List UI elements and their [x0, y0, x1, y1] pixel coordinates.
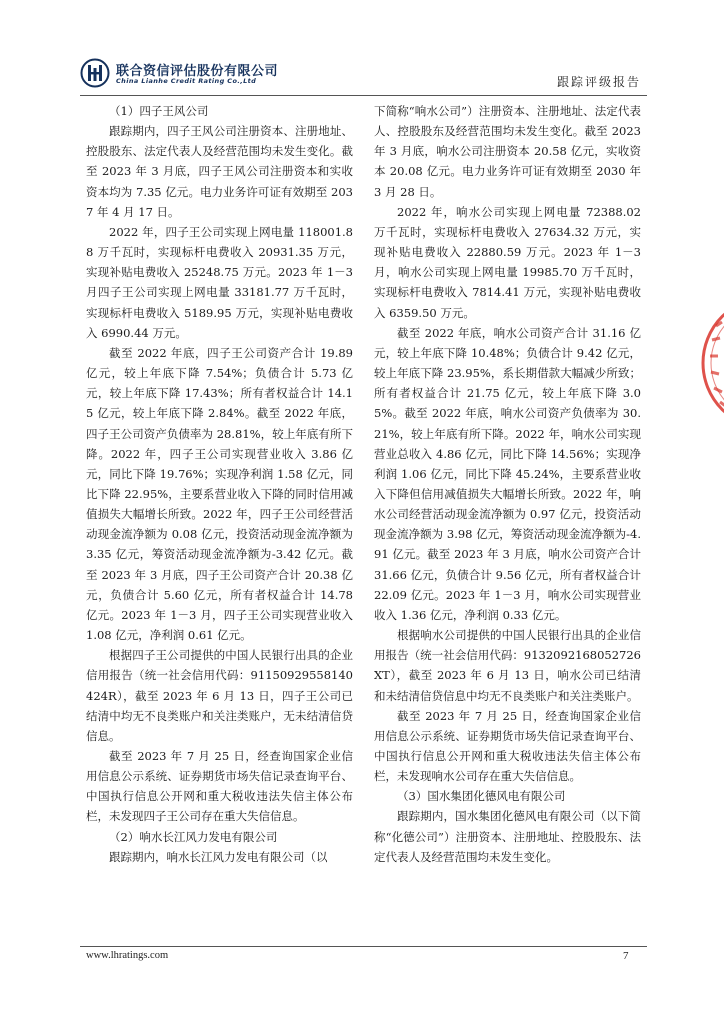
company-name: 联合资信评估股份有限公司 — [116, 64, 279, 79]
company-name-english: China Lianhe Credit Rating Co.,Ltd — [116, 77, 257, 85]
paragraph: 截至 2022 年底，四子王公司资产合计 19.89 亿元，较上年底下降 7.54%；负债合计 5.73 亿元，较上年底下降 17.43%；所有者权益合计 14.15 亿元，较上年底下降 2.84%。截至 2022 年底，四子王公司资产负债率为 28.81%，较上年底有所下降。2022 年，四子王公司实现营业收入 3.86 亿元，同比下降 19.76%；实现净利润 1.58 亿元，同比下降 22.95%，主要系营业收入下降的同时信用减值损失大幅增长所致。2022 年，四子王公司经营活动现金流净额为 0.08 亿元，投资活动现金流净额为 3.35 亿元，筹资活动现金流净额为-3.42 亿元。截至 2023 年 3 月底，四子王公司资产合计 20.38 亿元，负债合计 5.60 亿元，所有者权益合计 14.78 亿元。2023 年 1－3 月，四子王公司实现营业收入 1.08 亿元，净利润 0.61 亿元。 — [86, 345, 353, 643]
paragraph: 2022 年，四子王公司实现上网电量 118001.88 万千瓦时，实现标杆电费收入 20931.35 万元，实现补贴电费收入 25248.75 万元。2023 年 1－3 月四子王公司实现上网电量 33181.77 万千瓦时，实现标杆电费收入 5189.95 万元，实现补贴电费收入 6990.44 万元。 — [86, 224, 353, 340]
section-heading-siziwang: （1）四子王风公司 — [109, 104, 209, 118]
company-logo-icon — [80, 58, 110, 88]
page-header — [80, 56, 647, 96]
footer-divider — [80, 946, 647, 947]
paragraph: 截至 2022 年底，响水公司资产合计 31.16 亿元，较上年底下降 10.48%；负债合计 9.42 亿元，较上年底下降 23.95%，系长期借款大幅减少所致；所有者权益合计 21.75 亿元，较上年底下降 3.05%。截至 2022 年底，响水公司资产负债率为 30.21%，较上年底有所下降。2022 年，响水公司实现营业总收入 4.86 亿元，同比下降 14.56%；实现净利润 1.06 亿元，同比下降 45.24%，主要系营业收入下降但信用减值损失大幅增长所致。2022 年，响水公司经营活动现金流净额为 0.97 亿元，投资活动现金流净额为 3.98 亿元，筹资活动现金流净额为-4.91 亿元。截至 2023 年 3 月底，响水公司资产合计 31.66 亿元，负债合计 9.56 亿元，所有者权益合计 22.09 亿元。2023 年 1－3 月，响水公司实现营业收入 1.36 亿元，净利润 0.33 亿元。 — [374, 325, 641, 622]
paragraph: 根据四子王公司提供的中国人民银行出具的企业信用报告（统一社会信用代码：91150929558140424R），截至 2023 年 6 月 13 日，四子王公司已结清中均无不良类账户和关注类账户，无未结清信贷信息。 — [86, 648, 353, 743]
footer-website-url: www.lhratings.com — [86, 950, 169, 961]
left-column — [86, 101, 353, 867]
section-heading-xiangshui: （2）响水长江风力发电有限公司 — [109, 829, 278, 844]
paragraph: 跟踪期内，国水集团化德风电有限公司（以下简称“化德公司”）注册资本、注册地址、控股股东、法定代表人及经营范围均未发生变化。 — [374, 809, 641, 864]
report-type-label: 跟踪评级报告 — [556, 75, 641, 89]
header-divider — [80, 95, 647, 96]
section-heading-huade: （3）国水集团化德风电有限公司 — [397, 789, 566, 804]
paragraph: 2022 年，响水公司实现上网电量 72388.02 万千瓦时，实现标杆电费收入 27634.32 万元，实现补贴电费收入 22880.59 万元。2023 年 1－3 月，响水公司实现上网电量 19985.70 万千瓦时，实现标杆电费收入 7814.41 万元，实现补贴电费收入 6359.50 万元。 — [374, 204, 641, 320]
paragraph: 根据响水公司提供的中国人民银行出具的企业信用报告（统一社会信用代码：9132092168052726XT），截至 2023 年 6 月 13 日，响水公司已结清和未结清信贷信息中均无不良类账户和关注类账户。 — [374, 628, 641, 703]
company-seal-icon — [694, 288, 724, 438]
paragraph: 跟踪期内，响水长江风力发电有限公司（以 — [109, 849, 328, 864]
paragraph: 下简称“响水公司”）注册资本、注册地址、法定代表人、控股股东及经营范围均未发生变化。截至 2023 年 3 月底，响水公司注册资本 20.58 亿元，实收资本 20.08 亿元。电力业务许可证有效期至 2030 年 3 月 28 日。 — [374, 104, 641, 199]
paragraph: 跟踪期内，四子王风公司注册资本、注册地址、控股股东、法定代表人及经营范围均未发生变化。截至 2023 年 3 月底，四子王风公司注册资本和实收资本均为 7.35 亿元。电力业务许可证有效期至 2037 年 4 月 17 日。 — [86, 124, 353, 219]
paragraph: 截至 2023 年 7 月 25 日，经查询国家企业信用信息公示系统、证券期货市场失信记录查询平台、中国执行信息公开网和重大税收违法失信主体公布栏，未发现响水公司存在重大失信信息。 — [374, 708, 641, 784]
right-column — [374, 101, 641, 867]
paragraph: 截至 2023 年 7 月 25 日，经查询国家企业信用信息公示系统、证券期货市场失信记录查询平台、中国执行信息公开网和重大税收违法失信主体公布栏，未发现四子王公司存在重大失信信息。 — [86, 749, 353, 824]
page-number: 7 — [623, 950, 629, 962]
